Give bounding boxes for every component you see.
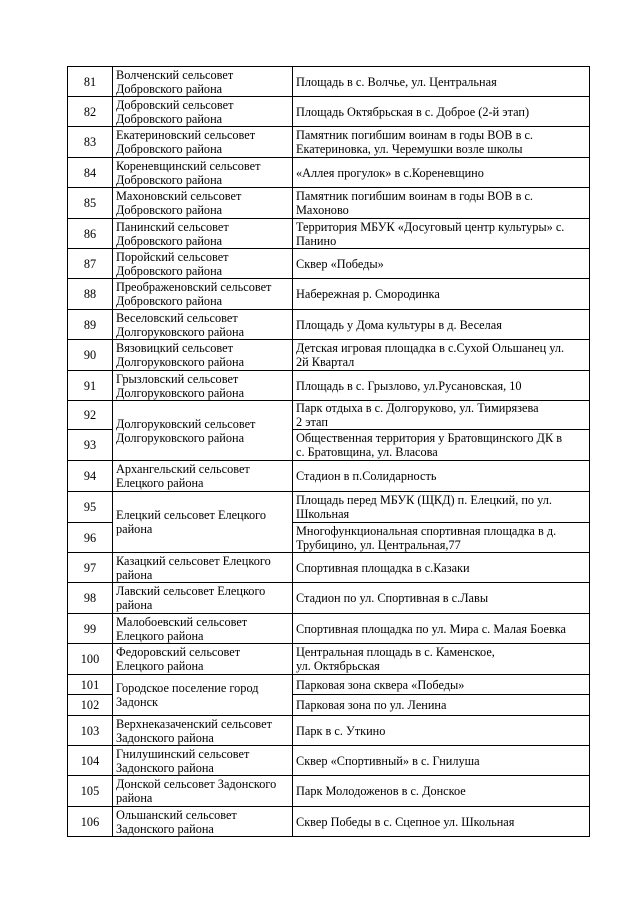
municipality-cell: Гнилушинский сельсовет Задонского района bbox=[113, 746, 293, 776]
object-cell: Площадь Октябрьская в с. Доброе (2-й этап) bbox=[293, 97, 590, 127]
table-row bbox=[68, 461, 590, 492]
table-row bbox=[68, 188, 590, 219]
table-row bbox=[68, 279, 590, 310]
municipality-cell: Верхнеказаченский сельсовет Задонского района bbox=[113, 716, 293, 746]
row-number: 104 bbox=[68, 746, 113, 776]
object-cell: Парк отдыха в с. Долгоруково, ул. Тимирязева 2 этап bbox=[293, 401, 590, 430]
table-row bbox=[68, 249, 590, 279]
row-number: 93 bbox=[68, 430, 113, 461]
table-row bbox=[68, 807, 590, 837]
object-cell: Памятник погибшим воинам в годы ВОВ в с. Екатериновка, ул. Черемушки возле школы bbox=[293, 127, 590, 158]
row-number: 102 bbox=[68, 695, 113, 716]
row-number: 85 bbox=[68, 188, 113, 219]
table-row bbox=[68, 310, 590, 340]
row-number: 90 bbox=[68, 340, 113, 371]
row-number: 86 bbox=[68, 219, 113, 249]
row-number: 84 bbox=[68, 158, 113, 188]
municipality-cell: Лавский сельсовет Елецкого района bbox=[113, 583, 293, 614]
row-number: 99 bbox=[68, 614, 113, 644]
table-row bbox=[68, 97, 590, 127]
table-row bbox=[68, 158, 590, 188]
object-cell: Территория МБУК «Досуговый центр культуры» с. Панино bbox=[293, 219, 590, 249]
municipality-cell: Волченский сельсовет Добровского района bbox=[113, 67, 293, 97]
municipality-cell: Кореневщинский сельсовет Добровского района bbox=[113, 158, 293, 188]
table-row bbox=[68, 746, 590, 776]
row-number: 95 bbox=[68, 492, 113, 523]
row-number: 87 bbox=[68, 249, 113, 279]
municipality-cell: Федоровский сельсовет Елецкого района bbox=[113, 644, 293, 675]
object-cell: Памятник погибшим воинам в годы ВОВ в с. Махоново bbox=[293, 188, 590, 219]
object-cell: Площадь перед МБУК (ЩКД) п. Елецкий, по ул. Школьная bbox=[293, 492, 590, 523]
object-cell: Парковая зона по ул. Ленина bbox=[293, 695, 590, 716]
row-number: 98 bbox=[68, 583, 113, 614]
object-cell: Сквер «Победы» bbox=[293, 249, 590, 279]
table-row bbox=[68, 553, 590, 583]
municipality-cell: Донской сельсовет Задонского района bbox=[113, 776, 293, 807]
municipality-cell: Архангельский сельсовет Елецкого района bbox=[113, 461, 293, 492]
row-number: 106 bbox=[68, 807, 113, 837]
row-number: 94 bbox=[68, 461, 113, 492]
municipality-cell: Веселовский сельсовет Долгоруковского района bbox=[113, 310, 293, 340]
object-cell: Площадь у Дома культуры в д. Веселая bbox=[293, 310, 590, 340]
object-cell: Парк Молодоженов в с. Донское bbox=[293, 776, 590, 807]
row-number: 89 bbox=[68, 310, 113, 340]
row-number: 100 bbox=[68, 644, 113, 675]
object-cell: Площадь в с. Волчье, ул. Центральная bbox=[293, 67, 590, 97]
object-cell: Площадь в с. Грызлово, ул.Русановская, 10 bbox=[293, 371, 590, 401]
row-number: 96 bbox=[68, 523, 113, 553]
table-row bbox=[68, 401, 590, 430]
municipality-cell: Городское поселение город Задонск bbox=[113, 675, 293, 716]
object-cell: Сквер «Спортивный» в с. Гнилуша bbox=[293, 746, 590, 776]
table-row bbox=[68, 127, 590, 158]
row-number: 97 bbox=[68, 553, 113, 583]
object-cell: Многофункциональная спортивная площадка в д. Трубицино, ул. Центральная,77 bbox=[293, 523, 590, 553]
municipality-cell: Добровский сельсовет Добровского района bbox=[113, 97, 293, 127]
municipality-cell: Вязовицкий сельсовет Долгоруковского района bbox=[113, 340, 293, 371]
row-number: 105 bbox=[68, 776, 113, 807]
row-number: 101 bbox=[68, 675, 113, 695]
object-cell: Набережная р. Смородинка bbox=[293, 279, 590, 310]
object-cell: Парк в с. Уткино bbox=[293, 716, 590, 746]
object-cell: Сквер Победы в с. Сцепное ул. Школьная bbox=[293, 807, 590, 837]
row-number: 92 bbox=[68, 401, 113, 430]
row-number: 103 bbox=[68, 716, 113, 746]
table-row bbox=[68, 219, 590, 249]
row-number: 88 bbox=[68, 279, 113, 310]
municipality-cell: Елецкий сельсовет Елецкого района bbox=[113, 492, 293, 553]
row-number: 81 bbox=[68, 67, 113, 97]
row-number: 82 bbox=[68, 97, 113, 127]
row-number: 83 bbox=[68, 127, 113, 158]
municipality-cell: Малобоевский сельсовет Елецкого района bbox=[113, 614, 293, 644]
municipality-cell: Ольшанский сельсовет Задонского района bbox=[113, 807, 293, 837]
municipality-cell: Махоновский сельсовет Добровского района bbox=[113, 188, 293, 219]
row-number: 91 bbox=[68, 371, 113, 401]
object-cell: Стадион по ул. Спортивная в с.Лавы bbox=[293, 583, 590, 614]
object-cell: Спортивная площадка по ул. Мира с. Малая Боевка bbox=[293, 614, 590, 644]
table-row bbox=[68, 776, 590, 807]
table-row bbox=[68, 675, 590, 695]
table-row bbox=[68, 371, 590, 401]
table-row bbox=[68, 583, 590, 614]
municipality-cell: Преображеновский сельсовет Добровского района bbox=[113, 279, 293, 310]
object-cell: Стадион в п.Солидарность bbox=[293, 461, 590, 492]
municipality-cell: Панинский сельсовет Добровского района bbox=[113, 219, 293, 249]
object-cell: Центральная площадь в с. Каменское, ул. Октябрьская bbox=[293, 644, 590, 675]
object-cell: Спортивная площадка в с.Казаки bbox=[293, 553, 590, 583]
table-row bbox=[68, 340, 590, 371]
objects-table bbox=[67, 66, 590, 837]
object-cell: Общественная территория у Братовщинского ДК в с. Братовщина, ул. Власова bbox=[293, 430, 590, 461]
municipality-cell: Екатериновский сельсовет Добровского района bbox=[113, 127, 293, 158]
object-cell: «Аллея прогулок» в с.Кореневщино bbox=[293, 158, 590, 188]
municipality-cell: Поройский сельсовет Добровского района bbox=[113, 249, 293, 279]
table-row bbox=[68, 644, 590, 675]
municipality-cell: Казацкий сельсовет Елецкого района bbox=[113, 553, 293, 583]
municipality-cell: Долгоруковский сельсовет Долгоруковского района bbox=[113, 401, 293, 461]
municipality-cell: Грызловский сельсовет Долгоруковского района bbox=[113, 371, 293, 401]
table-row bbox=[68, 716, 590, 746]
table-row bbox=[68, 67, 590, 97]
object-cell: Парковая зона сквера «Победы» bbox=[293, 675, 590, 695]
table-row bbox=[68, 492, 590, 523]
table-row bbox=[68, 614, 590, 644]
object-cell: Детская игровая площадка в с.Сухой Ольшанец ул. 2й Квартал bbox=[293, 340, 590, 371]
